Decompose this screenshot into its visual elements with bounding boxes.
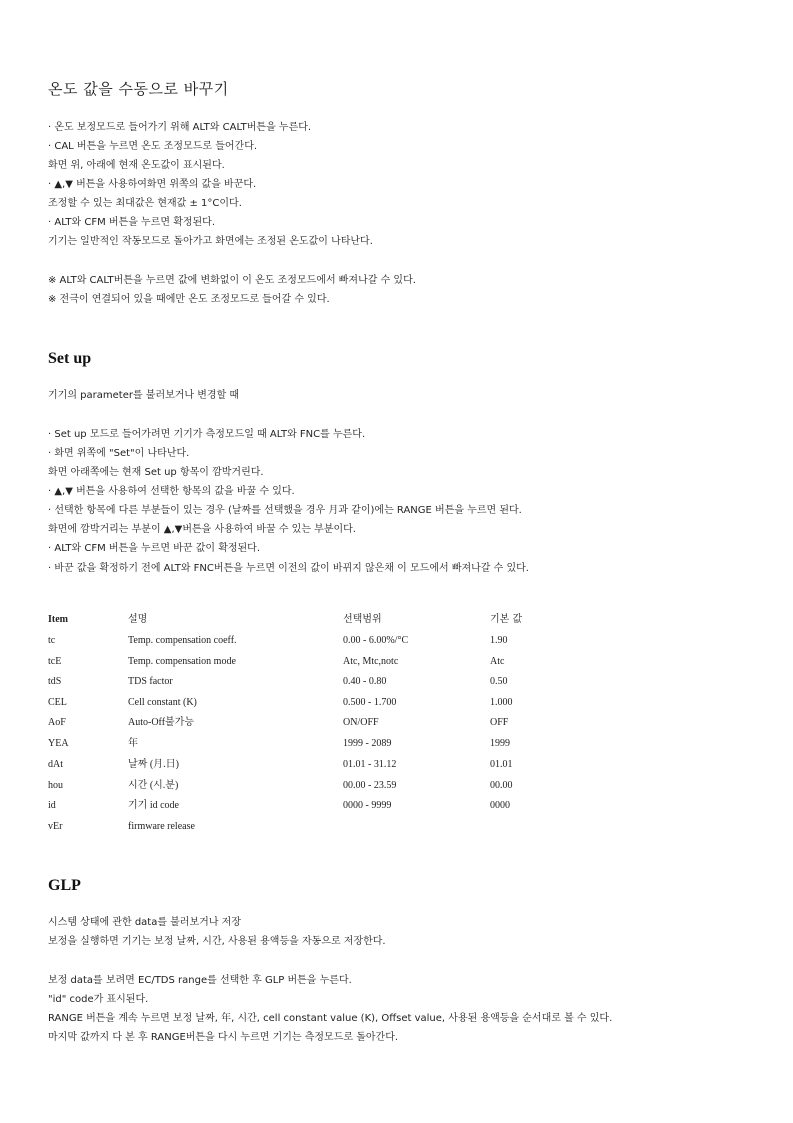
temp-line: 화면 위, 아래에 현재 온도값이 표시된다. [48,160,225,171]
table-cell: Auto-Off불가능 [128,717,195,728]
setup-line: · 바꾼 값을 확정하기 전에 ALT와 FNC버튼을 누르면 이전의 값이 바뀌지 않은채 이 모드에서 빠져나갈 수 있다. [48,563,529,574]
table-cell: 0000 - 9999 [343,800,392,811]
temp-line: · CAL 버튼을 누르면 온도 조정모드로 들어간다. [48,141,258,152]
table-cell: AoF [48,717,66,728]
table-cell: Atc, Mtc,notc [343,656,399,667]
table-cell: 0.40 - 0.80 [343,676,387,687]
table-cell: firmware release [128,821,195,832]
setup-line: 화면에 깜박거리는 부분이 ▲,▼버튼을 사용하여 바꿀 수 있는 부분이다. [48,524,356,535]
table-cell: CEL [48,697,67,708]
table-cell: 시간 (시.분) [128,780,179,791]
temp-line: · ALT와 CFM 버튼을 누르면 확정된다. [48,217,216,228]
setup-line: · Set up 모드로 들어가려면 기기가 측정모드일 때 ALT와 FNC를 누른다. [48,429,366,440]
table-cell: YEA [48,738,69,749]
temp-line: · 온도 보정모드로 들어가기 위해 ALT와 CALT버튼을 누른다. [48,122,312,133]
table-cell: Temp. compensation coeff. [128,635,237,646]
glp-line: RANGE 버튼을 계속 누르면 보정 날짜, 年, 시간, cell constant value (K), Offset value, 사용된 용액등을 순서대로 볼 수 있다. [48,1013,613,1024]
setup-intro: 기기의 parameter를 불러보거나 변경할 때 [48,390,240,401]
table-cell: 0.500 - 1.700 [343,697,397,708]
table-cell: 1999 - 2089 [343,738,392,749]
table-cell: tdS [48,676,62,687]
table-cell: OFF [490,717,509,728]
setup-line: 화면 아래쪽에는 현재 Set up 항목이 깜박거린다. [48,467,264,478]
table-cell: 1.90 [490,635,508,646]
temp-line: · ▲,▼ 버튼을 사용하여화면 위쪽의 값을 바꾼다. [48,179,257,190]
glp-line: 보정 data를 보려면 EC/TDS range를 선택한 후 GLP 버튼을 누른다. [48,975,352,986]
table-cell: Cell constant (K) [128,697,197,708]
table-cell: tc [48,635,56,646]
table-cell: 1999 [490,738,510,749]
table-cell: 年 [128,738,138,749]
table-header-default: 기본 값 [490,614,523,625]
glp-intro: 보정을 실행하면 기기는 보정 날짜, 시간, 사용된 용액등을 자동으로 저장한다. [48,936,386,947]
glp-line: "id" code가 표시된다. [48,994,149,1005]
table-cell: vEr [48,821,63,832]
table-cell: 01.01 - 31.12 [343,759,397,770]
table-cell: 기기 id code [128,800,179,811]
table-cell: 01.01 [490,759,513,770]
table-header-range: 선택범위 [343,614,382,625]
glp-line: 마지막 값까지 다 본 후 RANGE버튼을 다시 누르면 기기는 측정모드로 돌아간다. [48,1032,399,1043]
table-header-desc: 설명 [128,614,148,625]
setup-line: · 화면 위쪽에 "Set"이 나타난다. [48,448,190,459]
glp-section-title: GLP [48,877,81,894]
setup-line: · ▲,▼ 버튼을 사용하여 선택한 항목의 값을 바꿀 수 있다. [48,486,295,497]
temp-section-title: 온도 값을 수동으로 바꾸기 [48,80,229,98]
table-cell: id [48,800,56,811]
table-cell: 0.50 [490,676,508,687]
setup-line: · 선택한 항목에 다른 부분들이 있는 경우 (날짜를 선택했을 경우 月과 같이)에는 RANGE 버튼을 누르면 된다. [48,505,522,516]
table-header-item: Item [48,614,68,625]
table-cell: 날짜 (月.日) [128,759,179,770]
temp-note: ※ ALT와 CALT버튼을 누르면 값에 변화없이 이 온도 조정모드에서 빠져나갈 수 있다. [48,275,416,286]
temp-line: 조정할 수 있는 최대값은 현재값 ± 1°C이다. [48,198,242,209]
table-cell: ON/OFF [343,717,379,728]
setup-section-title: Set up [48,350,92,367]
table-cell: Temp. compensation mode [128,656,236,667]
table-cell: hou [48,780,63,791]
table-cell: TDS factor [128,676,173,687]
temp-note: ※ 전극이 연결되어 있을 때에만 온도 조정모드로 들어갈 수 있다. [48,294,330,305]
table-cell: 0.00 - 6.00%/°C [343,635,409,646]
temp-line: 기기는 일반적인 작동모드로 돌아가고 화면에는 조정된 온도값이 나타난다. [48,236,373,247]
table-cell: tcE [48,656,62,667]
table-cell: Atc [490,656,505,667]
table-cell: 0000 [490,800,510,811]
table-cell: dAt [48,759,63,770]
glp-intro: 시스템 상태에 관한 data를 불러보거나 저장 [48,917,241,928]
table-cell: 00.00 - 23.59 [343,780,397,791]
setup-line: · ALT와 CFM 버튼을 누르면 바꾼 값이 확정된다. [48,543,261,554]
table-cell: 1.000 [490,697,513,708]
table-cell: 00.00 [490,780,513,791]
